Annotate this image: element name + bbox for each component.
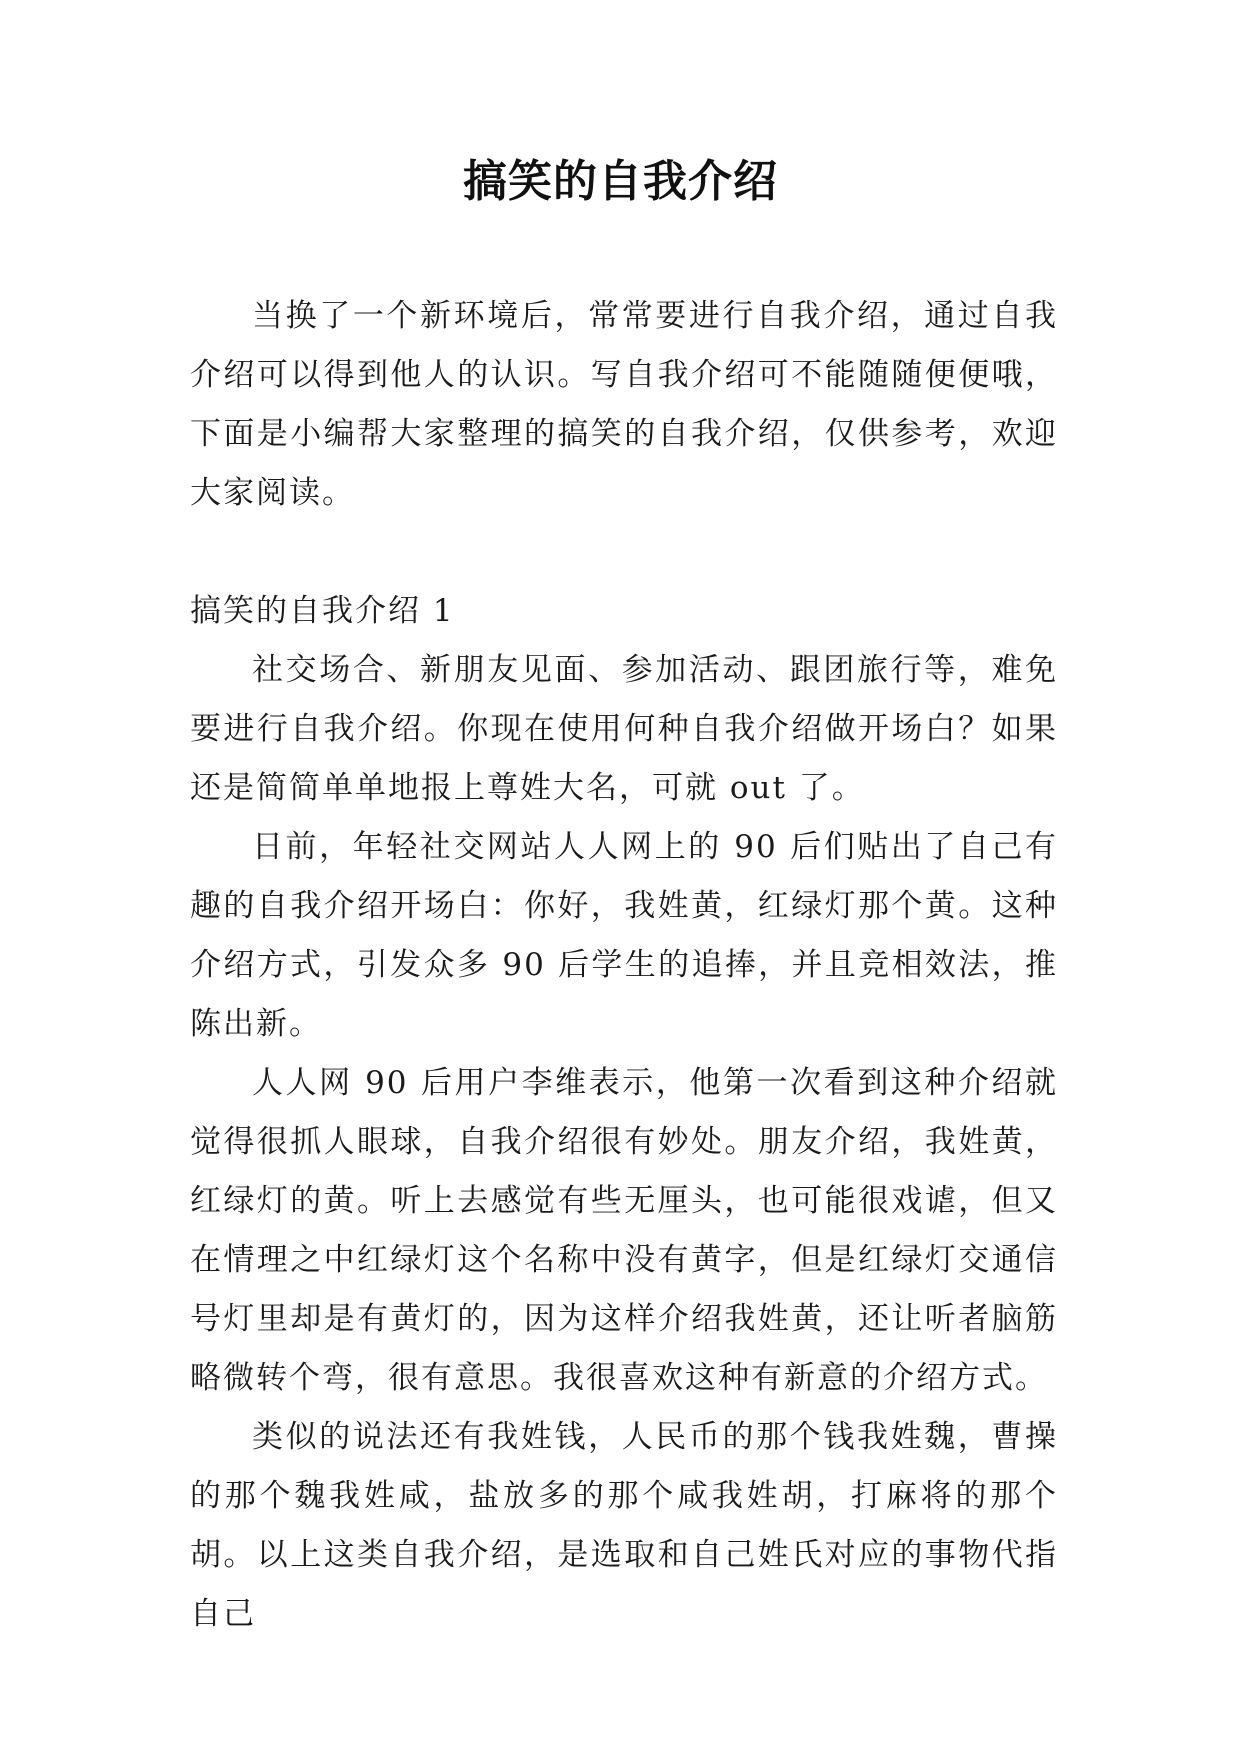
document-title: 搞笑的自我介绍 (463, 156, 778, 207)
document-body (190, 287, 1058, 1644)
body-paragraph-2: 日前，年轻社交网站人人网上的 90 后们贴出了自己有趣的自我介绍开场白：你好，我姓黄，红绿灯那个黄。这种介绍方式，引发众多 90 后学生的追捧，并且竞相效法，推陈出新。 (190, 829, 1058, 1042)
body-paragraph-3: 人人网 90 后用户李维表示，他第一次看到这种介绍就觉得很抓人眼球，自我介绍很有妙处。朋友介绍，我姓黄，红绿灯的黄。听上去感觉有些无厘头，也可能很戏谑，但又在情理之中红绿灯这个名称中没有黄字，但是红绿灯交通信号灯里却是有黄灯的，因为这样介绍我姓黄，还让听者脑筋略微转个弯，很有意思。我很喜欢这种有新意的介绍方式。 (190, 1065, 1058, 1396)
section-heading: 搞笑的自我介绍 1 (190, 593, 455, 629)
body-paragraph-4: 类似的说法还有我姓钱，人民币的那个钱我姓魏，曹操的那个魏我姓咸，盐放多的那个咸我姓胡，打麻将的那个胡。以上这类自我介绍，是选取和自己姓氏对应的事物代指自己 (190, 1419, 1058, 1632)
intro-paragraph: 当换了一个新环境后，常常要进行自我介绍，通过自我介绍可以得到他人的认识。写自我介绍可不能随随便便哦，下面是小编帮大家整理的搞笑的自我介绍，仅供参考，欢迎大家阅读。 (190, 298, 1058, 511)
body-paragraph-1: 社交场合、新朋友见面、参加活动、跟团旅行等，难免要进行自我介绍。你现在使用何种自我介绍做开场白？如果还是简简单单地报上尊姓大名，可就 out 了。 (190, 652, 1058, 806)
